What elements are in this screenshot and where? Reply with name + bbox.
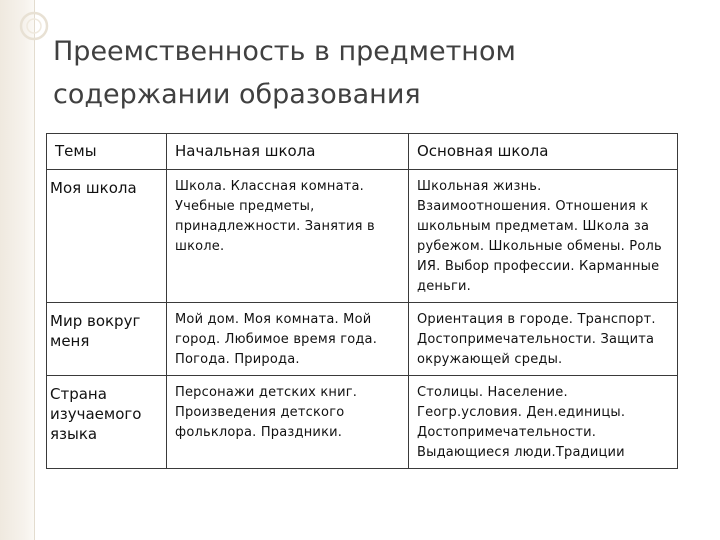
primary-school-cell: Персонажи детских книг. Произведения детского фольклора. Праздники.	[167, 376, 409, 469]
basic-school-cell: Столицы. Население. Геогр.условия. Ден.единицы. Достопримечательности. Выдающиеся люди.Традиции	[409, 376, 678, 469]
slide-title-line-1: Преемственность в предметном	[53, 36, 516, 67]
header-primary-school: Начальная школа	[167, 134, 409, 170]
primary-school-cell: Мой дом. Моя комната. Мой город. Любимое время года. Погода. Природа.	[167, 303, 409, 376]
header-topics: Темы	[47, 134, 167, 170]
table-row	[47, 303, 678, 376]
basic-school-cell: Школьная жизнь. Взаимоотношения. Отношения к школьным предметам. Школа за рубежом. Школьные обмены. Роль ИЯ. Выбор профессии. Карманные деньги.	[409, 170, 678, 303]
topic-cell: Страна изучаемого языка	[47, 376, 167, 469]
table-header-row	[47, 134, 678, 170]
side-band-divider	[34, 0, 35, 540]
slide-title-line-2: содержании образования	[53, 79, 421, 110]
topic-cell: Мир вокруг меня	[47, 303, 167, 376]
table-row	[47, 170, 678, 303]
circle-ornament-icon	[16, 8, 52, 44]
curriculum-table	[46, 133, 678, 469]
basic-school-cell: Ориентация в городе. Транспорт. Достопримечательности. Защита окружающей среды.	[409, 303, 678, 376]
table-row	[47, 376, 678, 469]
slide-side-band	[0, 0, 34, 540]
primary-school-cell: Школа. Классная комната. Учебные предметы, принадлежности. Занятия в школе.	[167, 170, 409, 303]
header-basic-school: Основная школа	[409, 134, 678, 170]
topic-cell: Моя школа	[47, 170, 167, 303]
slide-title	[53, 30, 673, 116]
